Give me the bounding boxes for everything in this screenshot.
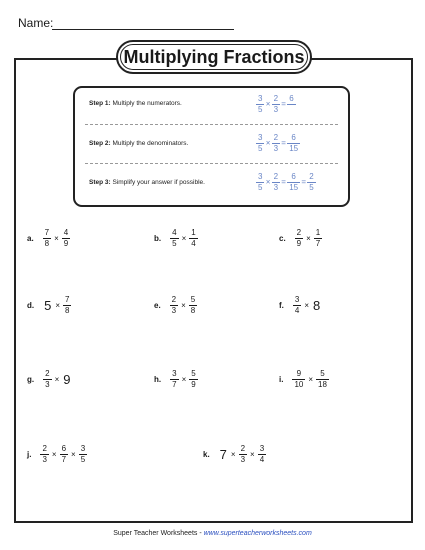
footer-text: Super Teacher Worksheets - (113, 530, 204, 537)
problem-label: a. (27, 234, 34, 243)
problem-e: e. 2 3 × 5 8 (154, 295, 196, 315)
problem-h: h. 3 7 × 5 9 (154, 369, 196, 389)
step-1 (89, 100, 182, 107)
problem-f: f. 3 4 × 8 (279, 295, 321, 315)
problem-label: g. (27, 375, 35, 384)
name-label: Name: (18, 16, 54, 30)
problem-label: e. (154, 301, 161, 310)
problem-label: c. (279, 234, 286, 243)
problem-i: i. 9 10 × 5 18 (279, 369, 327, 389)
step-2-example: $\frac{3}{5}$ × $\frac{2}{3}$ = $\frac{6}{15}$ (258, 133, 299, 153)
name-line (52, 29, 234, 30)
step-2-text: Multiply the denominators. (112, 140, 189, 147)
problem-label: d. (27, 301, 35, 310)
footer-url[interactable]: www.superteacherworksheets.com (203, 530, 312, 537)
problem-c: c. 2 9 × 1 7 (279, 228, 321, 248)
step-3-label: Step 3: (89, 179, 111, 186)
step-1-text: Multiply the numerators. (112, 100, 182, 107)
step-divider (85, 163, 338, 164)
problem-label: b. (154, 234, 162, 243)
step-2-label: Step 2: (89, 140, 111, 147)
problem-g: g. 2 3 × 9 (27, 369, 71, 389)
problem-label: j. (27, 450, 32, 459)
step-3-example: $\frac{3}{5}$ × $\frac{2}{3}$ = $\frac{6}{15}$ = $\frac{2}{5}$ (258, 172, 314, 192)
problem-a: a. 7 8 × 4 9 (27, 228, 69, 248)
step-divider (85, 124, 338, 125)
problem-label: f. (279, 301, 284, 310)
problem-j: j. 2 3 × 6 7 × 3 5 (27, 444, 86, 464)
step-1-example: $\frac{3}{5}$ × $\frac{2}{3}$ = 6 (258, 94, 294, 114)
step-2 (89, 140, 188, 147)
problem-k: k. 7 × 2 3 × 3 4 (203, 444, 265, 464)
problem-b: b. 4 5 × 1 4 (154, 228, 196, 248)
title-banner (116, 40, 312, 74)
problem-d: d. 5 × 7 8 (27, 295, 70, 315)
problem-label: h. (154, 375, 162, 384)
page-title: Multiplying Fractions (123, 47, 305, 67)
step-1-label: Step 1: (89, 100, 111, 107)
problem-label: i. (279, 375, 284, 384)
step-3 (89, 179, 205, 186)
step-3-text: Simplify your answer if possible. (112, 179, 205, 186)
footer (0, 530, 425, 537)
steps-box (73, 86, 350, 207)
problem-label: k. (203, 450, 210, 459)
